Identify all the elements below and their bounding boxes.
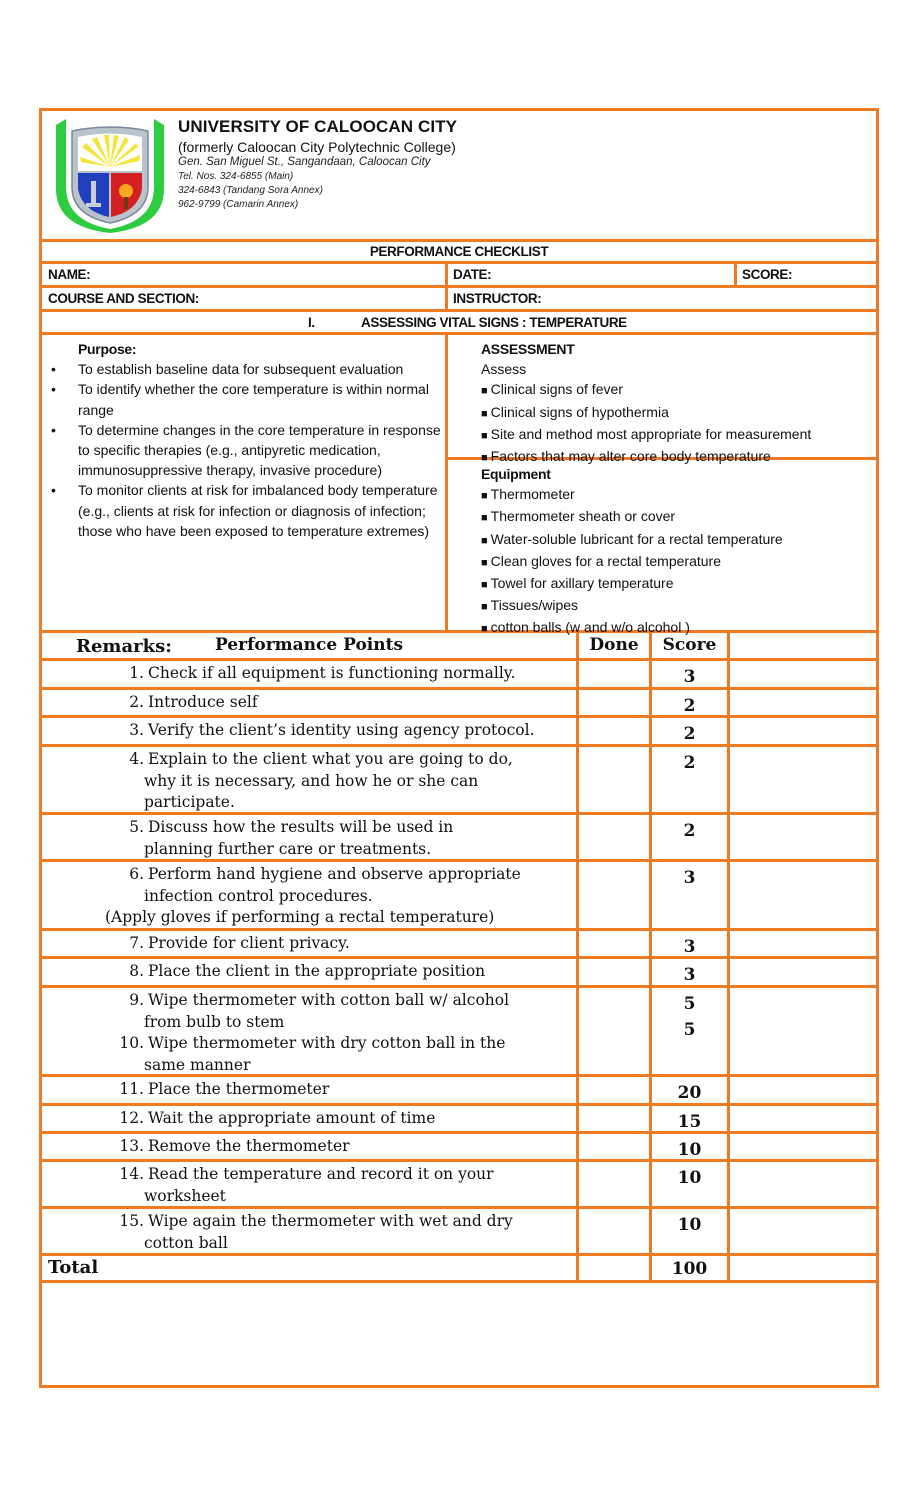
square-bullet-icon: ■ bbox=[481, 623, 488, 636]
total-done-cell[interactable] bbox=[579, 1256, 652, 1280]
step-number: 7. bbox=[129, 934, 144, 952]
step-number: 13. bbox=[119, 1137, 144, 1155]
score-value: 5 bbox=[683, 994, 696, 1014]
tel-camarin: 962-9799 (Camarin Annex) bbox=[178, 199, 299, 210]
step-line-text: Verify the client’s identity using agency protocol. bbox=[148, 721, 535, 739]
equipment-item-text: Water-soluble lubricant for a rectal temperature bbox=[490, 530, 783, 547]
step-line-text: worksheet bbox=[144, 1186, 226, 1205]
table-row bbox=[42, 988, 876, 1077]
step-line-text: same manner bbox=[144, 1055, 251, 1074]
step-text bbox=[118, 1211, 578, 1254]
purpose-item bbox=[48, 480, 448, 541]
score-value: 10 bbox=[677, 1168, 702, 1188]
remarks-label: Remarks: bbox=[76, 636, 172, 657]
score-value: 3 bbox=[683, 868, 696, 888]
step-line-text: Wipe again the thermometer with wet and dry bbox=[148, 1212, 513, 1230]
table-row bbox=[42, 1134, 876, 1162]
rating-cell[interactable] bbox=[730, 747, 876, 812]
step-cell bbox=[42, 1162, 579, 1206]
equipment-item bbox=[481, 573, 783, 595]
table-row bbox=[42, 931, 876, 959]
tel-tandang-sora: 324-6843 (Tandang Sora Annex) bbox=[178, 185, 323, 196]
header-score: Score bbox=[662, 635, 717, 655]
step-text bbox=[118, 749, 578, 814]
score-value: 3 bbox=[683, 937, 696, 957]
square-bullet-icon: ■ bbox=[481, 534, 488, 547]
done-checkbox-cell[interactable] bbox=[579, 1077, 652, 1103]
equipment-item bbox=[481, 595, 783, 617]
purpose-item bbox=[48, 359, 448, 379]
rating-cell[interactable] bbox=[730, 1134, 876, 1159]
step-number: 9. bbox=[129, 991, 144, 1009]
score-cell bbox=[652, 1106, 730, 1131]
header-performance-points: Performance Points bbox=[214, 635, 404, 655]
total-extra-cell[interactable] bbox=[730, 1256, 876, 1280]
step-number: 10. bbox=[119, 1034, 144, 1052]
step-text bbox=[105, 864, 578, 929]
step-number: 1. bbox=[129, 664, 144, 682]
performance-table bbox=[42, 633, 876, 1283]
rating-cell[interactable] bbox=[730, 959, 876, 985]
score-cell bbox=[652, 747, 730, 812]
step-line-text: planning further care or treatments. bbox=[144, 839, 432, 858]
step-text bbox=[118, 1136, 578, 1158]
step-line-text: why it is necessary, and how he or she can bbox=[144, 771, 479, 790]
step-cell bbox=[42, 988, 579, 1074]
score-value: 3 bbox=[683, 965, 696, 985]
step-cell bbox=[42, 1077, 579, 1103]
step-cell bbox=[42, 815, 579, 859]
score-cell bbox=[652, 1209, 730, 1253]
done-checkbox-cell[interactable] bbox=[579, 862, 652, 928]
total-row bbox=[42, 1256, 876, 1283]
step-number: 8. bbox=[129, 962, 144, 980]
step-line-text: Discuss how the results will be used in bbox=[148, 818, 454, 836]
purpose-item-text: To establish baseline data for subsequent evaluation bbox=[78, 361, 404, 378]
equipment-item bbox=[481, 506, 783, 528]
purpose-list bbox=[48, 359, 448, 541]
score-cell bbox=[652, 1077, 730, 1103]
table-row bbox=[42, 1106, 876, 1134]
address: Gen. San Miguel St., Sangandaan, Caloocan City bbox=[178, 156, 431, 168]
table-row bbox=[42, 1162, 876, 1209]
equipment-list bbox=[481, 484, 783, 639]
letterhead bbox=[42, 111, 876, 242]
step-line bbox=[118, 1211, 578, 1233]
instructor-field[interactable]: INSTRUCTOR: bbox=[453, 291, 542, 306]
step-line-text: Check if all equipment is functioning normally. bbox=[148, 664, 516, 682]
step-cell bbox=[42, 747, 579, 812]
assessment-intro: Assess bbox=[481, 361, 527, 378]
step-line-text: Introduce self bbox=[148, 693, 258, 711]
done-checkbox-cell[interactable] bbox=[579, 931, 652, 956]
equipment-item-text: Towel for axillary temperature bbox=[490, 575, 674, 592]
university-name: UNIVERSITY OF CALOOCAN CITY bbox=[178, 117, 458, 136]
score-value: 20 bbox=[677, 1083, 702, 1103]
square-bullet-icon: ■ bbox=[481, 556, 488, 569]
step-line bbox=[118, 771, 578, 793]
step-text bbox=[118, 990, 578, 1076]
score-value: 2 bbox=[683, 753, 696, 773]
step-number: 11. bbox=[119, 1080, 144, 1098]
bullet-icon: • bbox=[51, 381, 56, 398]
tel-main: Tel. Nos. 324-6855 (Main) bbox=[178, 171, 294, 182]
rating-cell[interactable] bbox=[730, 1106, 876, 1131]
purpose-block bbox=[48, 339, 448, 541]
step-line bbox=[118, 886, 578, 908]
total-label: Total bbox=[48, 1257, 99, 1278]
purpose-heading: Purpose: bbox=[78, 341, 137, 357]
done-checkbox-cell[interactable] bbox=[579, 959, 652, 985]
step-line bbox=[118, 1186, 578, 1208]
step-line-text: Place the thermometer bbox=[148, 1080, 330, 1098]
course-instructor-row bbox=[42, 288, 876, 312]
score-value: 15 bbox=[677, 1112, 702, 1132]
score-value: 2 bbox=[683, 696, 696, 716]
step-number: 2. bbox=[129, 693, 144, 711]
score-field[interactable]: SCORE: bbox=[742, 267, 793, 282]
score-cell bbox=[652, 959, 730, 985]
step-number: 4. bbox=[129, 750, 144, 768]
header-done: Done bbox=[589, 635, 639, 655]
step-line bbox=[118, 1079, 578, 1101]
done-checkbox-cell[interactable] bbox=[579, 747, 652, 812]
equipment-item-text: Thermometer sheath or cover bbox=[490, 508, 676, 525]
equipment-item-text: Clean gloves for a rectal temperature bbox=[490, 552, 721, 569]
step-line-text: Provide for client privacy. bbox=[148, 934, 350, 952]
step-text bbox=[118, 1164, 578, 1207]
square-bullet-icon: ■ bbox=[481, 601, 488, 614]
score-cell bbox=[652, 1162, 730, 1206]
step-number: 15. bbox=[119, 1212, 144, 1230]
course-section-field[interactable]: COURSE AND SECTION: bbox=[48, 291, 199, 306]
done-checkbox-cell[interactable] bbox=[579, 1134, 652, 1159]
rating-cell[interactable] bbox=[730, 1077, 876, 1103]
purpose-item-text: To identify whether the core temperature is within normal range bbox=[78, 381, 429, 418]
step-number: 14. bbox=[119, 1165, 144, 1183]
step-line bbox=[118, 961, 578, 983]
step-cell bbox=[42, 1134, 579, 1159]
square-bullet-icon: ■ bbox=[481, 490, 488, 503]
step-line-text: Perform hand hygiene and observe appropriate bbox=[148, 865, 521, 883]
step-line-text: from bulb to stem bbox=[144, 1012, 285, 1031]
square-bullet-icon: ■ bbox=[481, 385, 488, 398]
assessment-item-text: Site and method most appropriate for measurement bbox=[490, 425, 812, 442]
purpose-item bbox=[48, 420, 448, 481]
step-number: 6. bbox=[129, 865, 144, 883]
assessment-item-text: Clinical signs of hypothermia bbox=[490, 403, 669, 420]
step-line-text: participate. bbox=[144, 793, 235, 811]
done-checkbox-cell[interactable] bbox=[579, 1209, 652, 1253]
purpose-item bbox=[48, 379, 448, 419]
step-number: 5. bbox=[129, 818, 144, 836]
step-note: (Apply gloves if performing a rectal temperature) bbox=[105, 908, 495, 926]
table-row bbox=[42, 815, 876, 862]
step-line-text: Wipe thermometer with dry cotton ball in the bbox=[148, 1034, 506, 1052]
square-bullet-icon: ■ bbox=[481, 512, 488, 525]
equipment-item bbox=[481, 484, 783, 506]
form-title: PERFORMANCE CHECKLIST bbox=[42, 242, 876, 264]
info-section bbox=[42, 335, 876, 636]
assessment-list bbox=[481, 379, 811, 468]
table-row bbox=[42, 1077, 876, 1106]
assessment-item-text: Factors that may alter core body temperature bbox=[490, 448, 771, 465]
score-value: 10 bbox=[677, 1215, 702, 1235]
name-field[interactable]: NAME: bbox=[48, 267, 91, 282]
equipment-item bbox=[481, 551, 783, 573]
purpose-item-text: To determine changes in the core temperature in response to specific therapies (e.g., antipyretic medication, immunosuppressive therapy, invasive procedure) bbox=[78, 421, 441, 479]
square-bullet-icon: ■ bbox=[481, 579, 488, 592]
done-checkbox-cell[interactable] bbox=[579, 1162, 652, 1206]
rating-cell[interactable] bbox=[730, 988, 876, 1074]
score-value: 2 bbox=[683, 821, 696, 841]
assessment-item bbox=[481, 379, 811, 401]
rating-cell[interactable] bbox=[730, 815, 876, 859]
section-heading bbox=[42, 312, 876, 335]
bullet-icon: • bbox=[51, 361, 56, 378]
square-bullet-icon: ■ bbox=[481, 407, 488, 420]
equipment-item-text: cotton balls (w and w/o alcohol ) bbox=[490, 619, 690, 636]
score-value: 10 bbox=[677, 1140, 702, 1160]
former-name: (formerly Caloocan City Polytechnic College) bbox=[178, 139, 456, 155]
step-cell bbox=[42, 931, 579, 956]
step-text bbox=[118, 817, 578, 860]
step-line-text: infection control procedures. bbox=[144, 886, 373, 905]
score-value: 2 bbox=[683, 724, 696, 744]
equipment-heading: Equipment bbox=[481, 466, 551, 482]
done-checkbox-cell[interactable] bbox=[579, 1106, 652, 1131]
step-line bbox=[118, 864, 578, 886]
step-text bbox=[118, 961, 578, 983]
done-checkbox-cell[interactable] bbox=[579, 815, 652, 859]
step-cell bbox=[42, 862, 579, 928]
table-row bbox=[42, 747, 876, 815]
rating-cell[interactable] bbox=[730, 862, 876, 928]
step-line-text: Read the temperature and record it on your bbox=[148, 1165, 494, 1183]
step-line bbox=[118, 1108, 578, 1130]
step-line bbox=[118, 1233, 578, 1255]
step-number: 3. bbox=[129, 721, 144, 739]
purpose-item-text: To monitor clients at risk for imbalanced body temperature (e.g., clients at risk for infection or diagnosis of infection; those who have been exposed to temperature extremes) bbox=[78, 482, 438, 539]
step-line-text: Place the client in the appropriate position bbox=[148, 962, 486, 980]
step-line bbox=[118, 1164, 578, 1186]
step-line bbox=[118, 792, 578, 814]
performance-checklist-form bbox=[39, 108, 879, 1388]
section-title: ASSESSING VITAL SIGNS : TEMPERATURE bbox=[361, 315, 627, 330]
done-checkbox-cell[interactable] bbox=[579, 988, 652, 1074]
equipment-item-text: Tissues/wipes bbox=[490, 597, 579, 614]
step-line bbox=[118, 1012, 578, 1034]
score-cell bbox=[652, 815, 730, 859]
rating-cell[interactable] bbox=[730, 1209, 876, 1253]
step-line bbox=[118, 817, 578, 839]
step-cell bbox=[42, 959, 579, 985]
square-bullet-icon: ■ bbox=[481, 452, 488, 465]
assessment-heading: ASSESSMENT bbox=[481, 341, 575, 357]
step-cell bbox=[42, 1106, 579, 1131]
step-line bbox=[118, 749, 578, 771]
score-cell bbox=[652, 862, 730, 928]
step-text bbox=[118, 1108, 578, 1130]
score-cell bbox=[652, 931, 730, 956]
step-line-text: cotton ball bbox=[144, 1233, 228, 1252]
rating-cell[interactable] bbox=[730, 931, 876, 956]
equipment-item-text: Thermometer bbox=[490, 486, 575, 503]
date-field[interactable]: DATE: bbox=[453, 267, 492, 282]
equipment-block bbox=[447, 460, 876, 636]
section-number: I. bbox=[308, 315, 315, 330]
score-value: 3 bbox=[683, 667, 696, 687]
step-line bbox=[118, 933, 578, 955]
assessment-item bbox=[481, 424, 811, 446]
table-row bbox=[42, 1209, 876, 1256]
step-line-text: Remove the thermometer bbox=[148, 1137, 350, 1155]
score-cell bbox=[652, 988, 730, 1074]
table-row bbox=[42, 862, 876, 931]
bullet-icon: • bbox=[51, 421, 56, 438]
assessment-block bbox=[447, 335, 876, 465]
step-cell bbox=[42, 1209, 579, 1253]
table-row bbox=[42, 959, 876, 988]
university-seal-icon bbox=[52, 117, 168, 233]
assessment-item-text: Clinical signs of fever bbox=[490, 381, 623, 398]
total-score: 100 bbox=[671, 1259, 708, 1279]
score-value: 5 bbox=[683, 1020, 696, 1040]
equipment-item bbox=[481, 529, 783, 551]
step-line-text: Explain to the client what you are going to do, bbox=[148, 750, 513, 768]
remarks-box[interactable] bbox=[42, 633, 876, 737]
step-text bbox=[118, 1079, 578, 1101]
step-line bbox=[118, 1033, 578, 1055]
step-line bbox=[118, 1136, 578, 1158]
step-line-text: Wait the appropriate amount of time bbox=[148, 1109, 436, 1127]
step-line bbox=[118, 1055, 578, 1077]
assessment-item bbox=[481, 402, 811, 424]
square-bullet-icon: ■ bbox=[481, 429, 488, 442]
name-date-score-row bbox=[42, 264, 876, 288]
step-line bbox=[118, 839, 578, 861]
rating-cell[interactable] bbox=[730, 1162, 876, 1206]
bullet-icon: • bbox=[51, 482, 56, 499]
step-line-text: Wipe thermometer with cotton ball w/ alcohol bbox=[148, 991, 510, 1009]
step-text bbox=[118, 933, 578, 955]
step-number: 12. bbox=[119, 1109, 144, 1127]
step-line bbox=[118, 990, 578, 1012]
score-cell bbox=[652, 1134, 730, 1159]
